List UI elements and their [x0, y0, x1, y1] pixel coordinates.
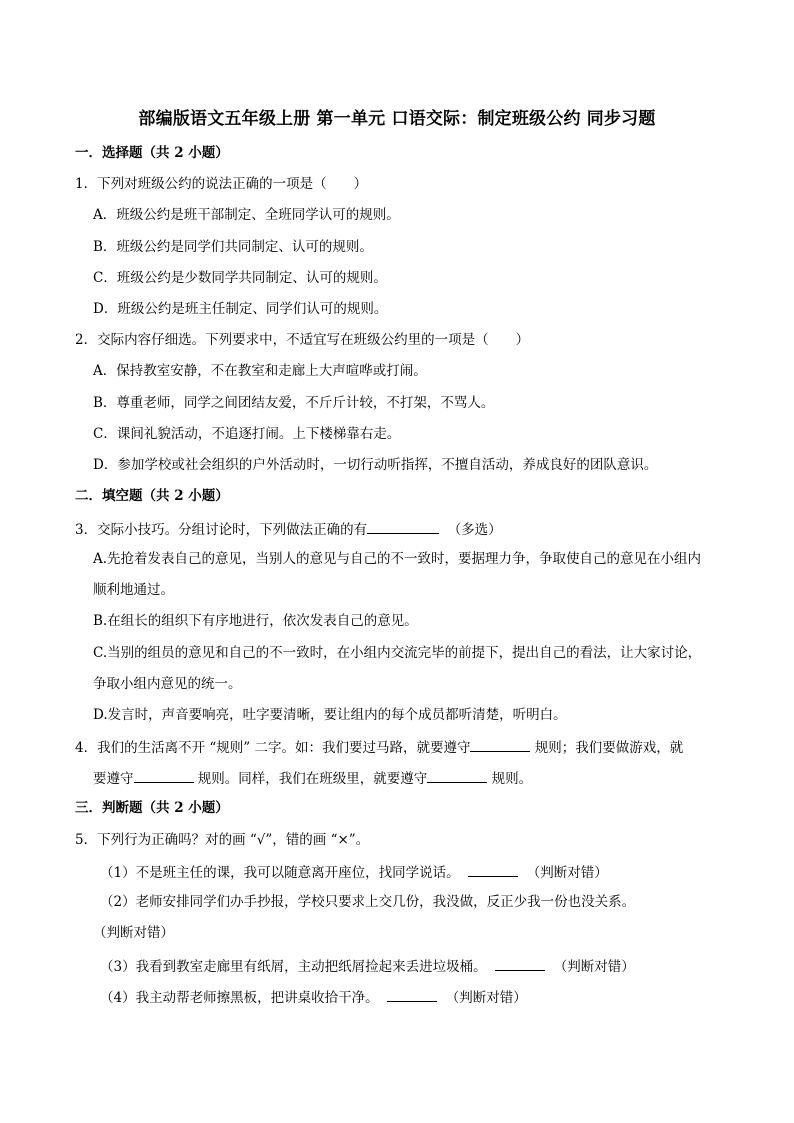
question-3-option-a-line2: 顺利地通过。	[93, 582, 174, 598]
question-5-item-3-judge: （判断对错）	[553, 959, 635, 975]
question-5-item-2-judge-line	[93, 924, 174, 942]
question-4-text-5: 规则。	[491, 771, 533, 787]
question-4-text-1: 4．我们的生活离不开 “规则” 二字。如：我们要过马路，就要遵守	[75, 740, 471, 756]
section-heading-fill: 二．填空题（共 2 小题）	[75, 488, 229, 504]
question-5-item-4-blank[interactable]	[387, 987, 437, 1002]
question-1-stem: 1．下列对班级公约的说法正确的一项是（ ）	[75, 176, 368, 192]
question-1-option-a: A．班级公约是班干部制定、全班同学认可的规则。	[93, 207, 400, 223]
page-title: 部编版语文五年级上册 第一单元 口语交际：制定班级公约 同步习题	[138, 109, 656, 129]
question-3-option-a-line1: A.先抢着发表自己的意见，当别人的意见与自己的不一致时，要据理力争，争取使自己的意见在小组内	[93, 551, 702, 567]
question-3-option-d: D.发言时，声音要响亮，吐字要清晰，要让组内的每个成员都听清楚，听明白。	[93, 707, 567, 723]
question-3-option-b: B.在组长的组织下有序地进行，依次发表自己的意见。	[93, 613, 418, 629]
question-5-item-3-text: （3）我看到教室走廊里有纸屑，主动把纸屑捡起来丢进垃圾桶。	[100, 959, 487, 975]
question-5-item-4-text: （4）我主动帮老师擦黑板，把讲桌收拾干净。	[100, 990, 379, 1006]
question-5-item-3	[100, 956, 635, 976]
section-heading-judge: 三．判断题（共 2 小题）	[75, 800, 229, 816]
question-3-answer-blank[interactable]	[367, 519, 439, 534]
question-4-text-4: 规则。同样，我们在班级里，就要遵守	[197, 771, 428, 787]
question-5-item-1-blank[interactable]	[468, 862, 518, 877]
question-4-text-2: 规则；我们要做游戏，就	[534, 740, 684, 756]
question-2-option-c: C．课间礼貌活动，不追逐打闹。上下楼梯靠右走。	[93, 426, 401, 442]
question-2-option-a: A．保持教室安静，不在教室和走廊上大声喧哗或打闹。	[93, 363, 427, 379]
question-5-item-3-blank[interactable]	[495, 956, 545, 971]
question-2-option-d: D．参加学校或社会组织的户外活动时，一切行动听指挥，不擅自活动，养成良好的团队意识。	[93, 457, 658, 473]
question-5-item-2: （2）老师安排同学们办手抄报，学校只要求上交几份，我没做，反正少我一份也没关系。	[100, 894, 636, 910]
question-1-option-b: B．班级公约是同学们共同制定、认可的规则。	[93, 239, 373, 255]
question-4-blank-1[interactable]	[470, 737, 530, 752]
question-4-text-3: 要遵守	[93, 771, 134, 787]
question-5-item-2-judge: （判断对错）	[93, 925, 174, 941]
question-5-item-1	[100, 862, 608, 882]
question-5-item-1-text: （1）不是班主任的课，我可以随意离开座位，找同学说话。	[100, 865, 460, 881]
question-3-stem	[75, 519, 502, 539]
question-4-blank-2[interactable]	[134, 768, 194, 783]
question-5-stem: 5．下列行为正确吗？对的画 “√”，错的画 “×”。	[75, 832, 370, 848]
question-2-stem: 2．交际内容仔细选。下列要求中，不适宜写在班级公约里的一项是（ ）	[75, 332, 530, 348]
question-3-hint: （多选）	[447, 522, 502, 538]
question-1-option-c: C．班级公约是少数同学共同制定、认可的规则。	[93, 270, 387, 286]
question-4-blank-3[interactable]	[427, 768, 487, 783]
question-5-item-4-judge: （判断对错）	[445, 990, 527, 1006]
question-4-line1	[75, 737, 683, 757]
question-5-item-1-judge: （判断对错）	[526, 865, 608, 881]
question-3-option-c-line2: 争取小组内意见的统一。	[93, 676, 242, 692]
question-5-item-4	[100, 987, 527, 1007]
section-heading-choice: 一．选择题（共 2 小题）	[75, 145, 229, 161]
question-3-option-c-line1: C.当别的组员的意见和自己的不一致时，在小组内交流完毕的前提下，提出自己的看法，让大家讨论，	[93, 645, 702, 661]
question-2-option-b: B．尊重老师，同学之间团结友爱，不斤斤计较，不打架，不骂人。	[93, 395, 495, 411]
question-3-stem-text: 3．交际小技巧。分组讨论时，下列做法正确的有	[75, 522, 368, 538]
question-4-line2	[93, 768, 532, 788]
question-1-option-d: D．班级公约是班主任制定、同学们认可的规则。	[93, 301, 388, 317]
